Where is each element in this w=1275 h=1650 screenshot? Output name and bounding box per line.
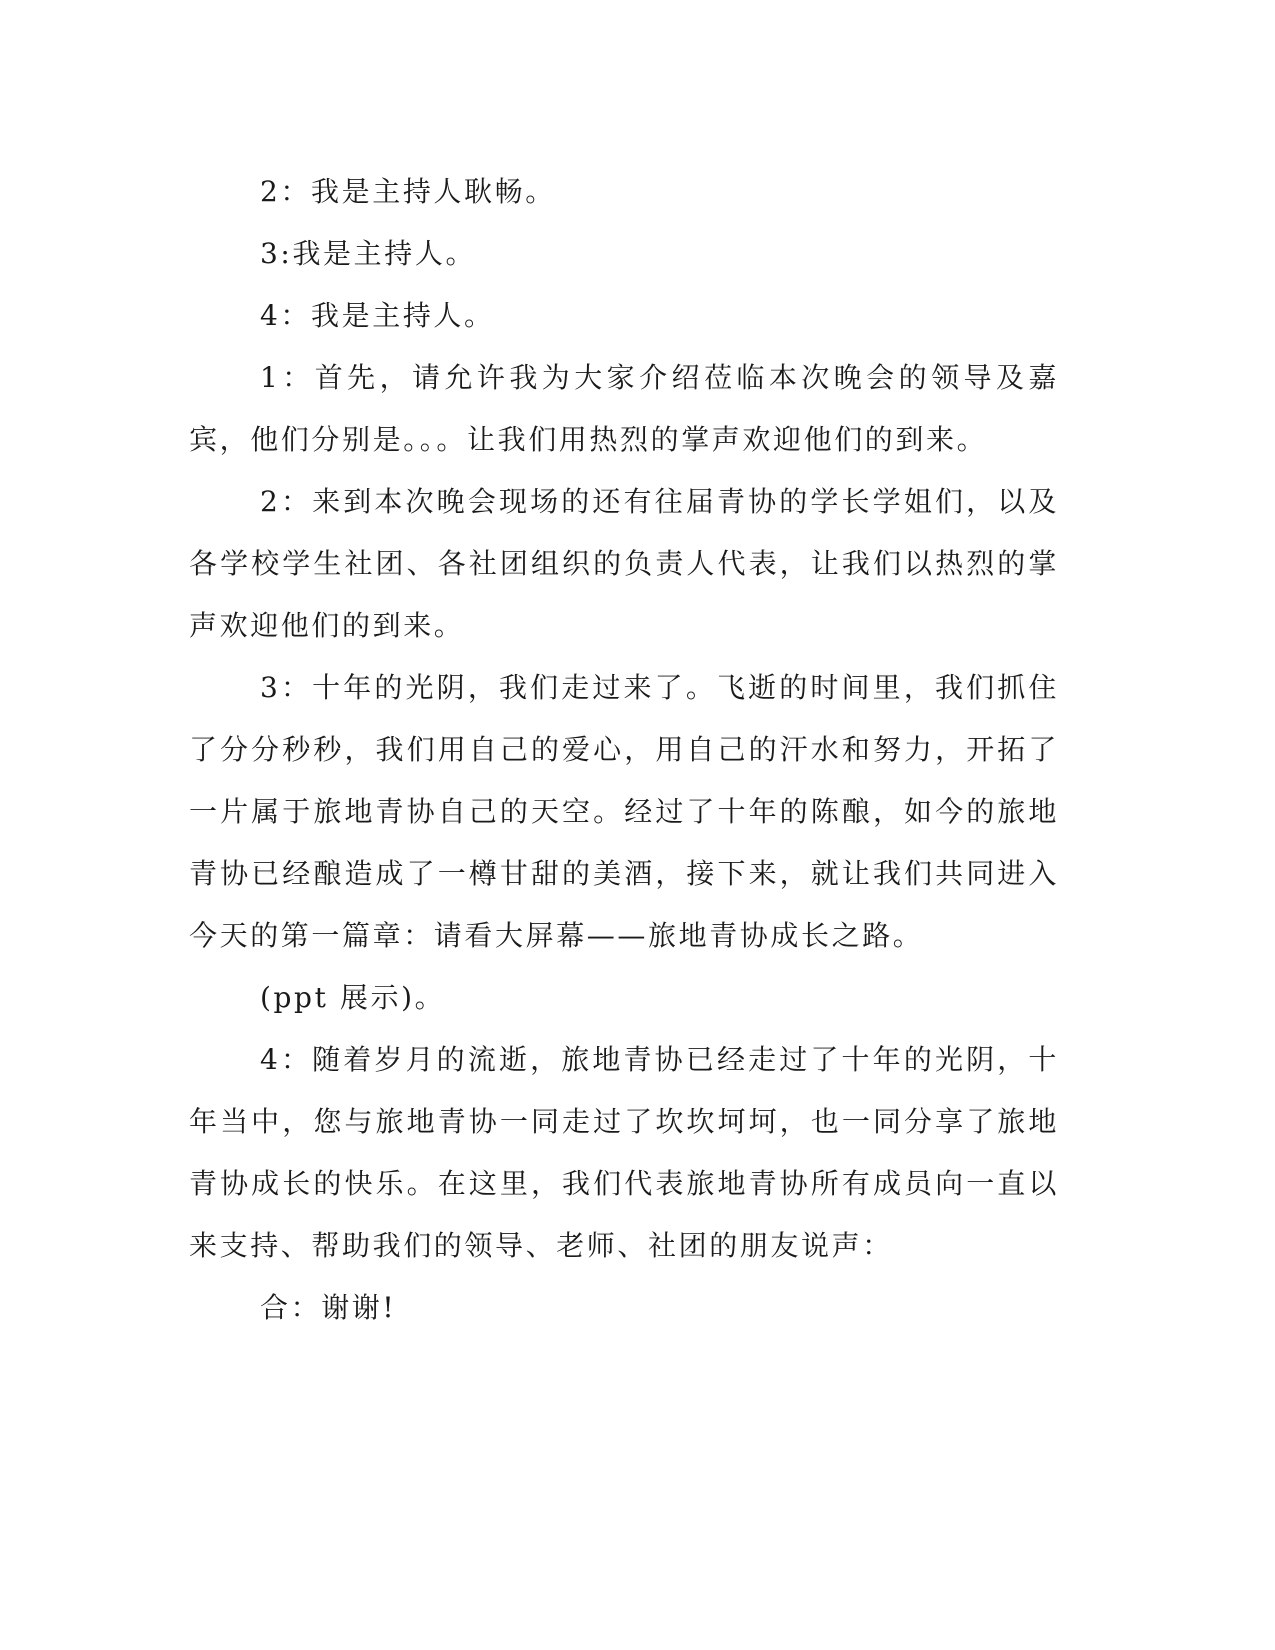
- paragraph-host-4-intro: 4：我是主持人。: [260, 299, 495, 332]
- document-body: [189, 161, 1059, 1339]
- paragraph-ten-years: 3：十年的光阴，我们走过来了。飞逝的时间里，我们抓住了分分秒秒，我们用自己的爱心，用自己的汗水和努力，开拓了一片属于旅地青协自己的天空。经过了十年的陈酿，如今的旅地青协已经酿造成了一樽甘甜的美酒，接下来，就让我们共同进入今天的第一篇章：请看大屏幕——旅地青协成长之路。: [189, 671, 1059, 952]
- paragraph-alumni-welcome: 2：来到本次晚会现场的还有往届青协的学长学姐们，以及各学校学生社团、各社团组织的负责人代表，让我们以热烈的掌声欢迎他们的到来。: [189, 485, 1059, 642]
- paragraph-guest-introduction: 1：首先，请允许我为大家介绍莅临本次晚会的领导及嘉宾，他们分别是。。。让我们用热烈的掌声欢迎他们的到来。: [189, 361, 1059, 456]
- paragraph-host-3-intro: 3:我是主持人。: [260, 237, 477, 270]
- paragraph-thanks-lead: 4：随着岁月的流逝，旅地青协已经走过了十年的光阴，十年当中，您与旅地青协一同走过了坎坎坷坷，也一同分享了旅地青协成长的快乐。在这里，我们代表旅地青协所有成员向一直以来支持、帮助我们的领导、老师、社团的朋友说声：: [189, 1043, 1059, 1262]
- paragraph-host-2-intro: 2：我是主持人耿畅。: [260, 175, 556, 208]
- paragraph-ppt-note: (ppt 展示)。: [260, 981, 446, 1014]
- paragraph-chorus-thanks: 合：谢谢!: [260, 1291, 397, 1324]
